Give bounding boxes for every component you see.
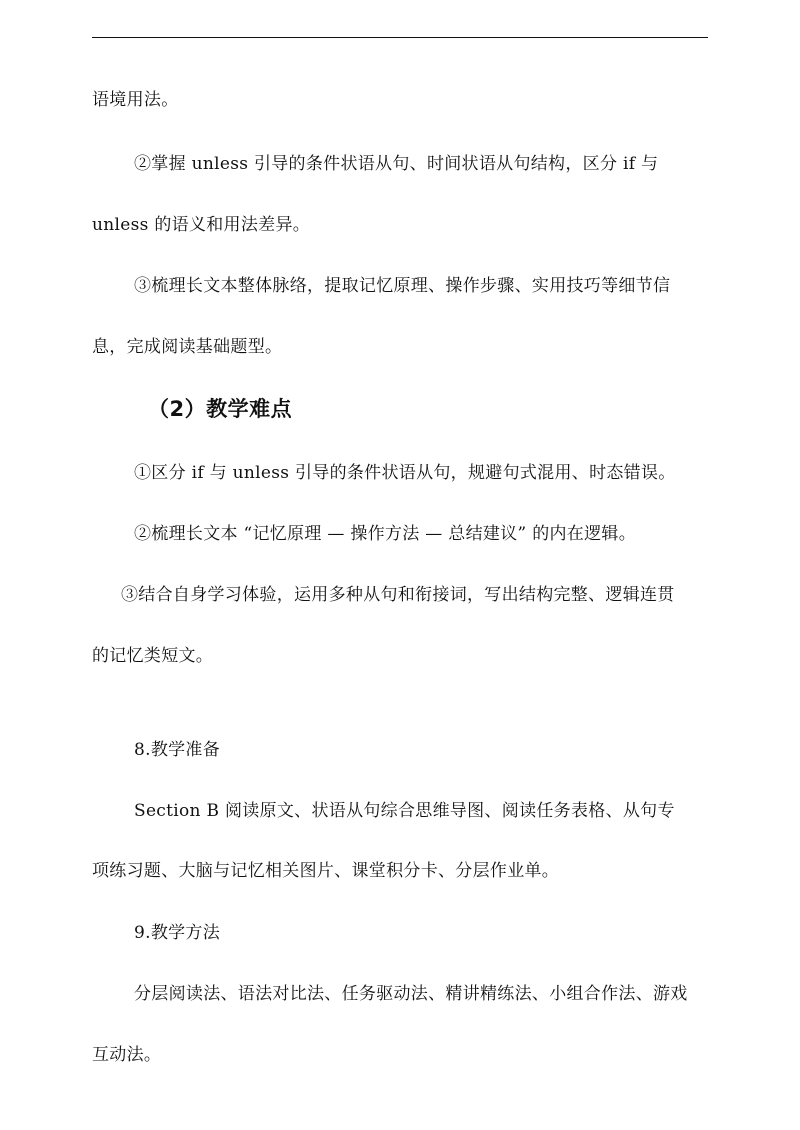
text-line: ②梳理长文本 “记忆原理 — 操作方法 — 总结建议” 的内在逻辑。 xyxy=(134,524,637,544)
text-line: 的记忆类短文。 xyxy=(92,646,214,666)
text-line: 息，完成阅读基础题型。 xyxy=(92,337,283,357)
text-line: unless 的语义和用法差异。 xyxy=(92,215,311,235)
text-line: 9.教学方法 xyxy=(134,923,221,943)
section-heading: （2）教学难点 xyxy=(148,397,293,421)
text-line: ③梳理长文本整体脉络，提取记忆原理、操作步骤、实用技巧等细节信 xyxy=(134,276,671,296)
text-line: ③结合自身学习体验，运用多种从句和衔接词，写出结构完整、逻辑连贯 xyxy=(121,585,675,605)
text-line: 互动法。 xyxy=(92,1045,162,1065)
text-line: 语境用法。 xyxy=(92,90,179,110)
text-line: 8.教学准备 xyxy=(134,740,221,760)
text-line: Section B 阅读原文、状语从句综合思维导图、阅读任务表格、从句专 xyxy=(134,801,675,821)
header-rule xyxy=(92,37,708,38)
text-line: 分层阅读法、语法对比法、任务驱动法、精讲精练法、小组合作法、游戏 xyxy=(134,984,688,1004)
text-line: ②掌握 unless 引导的条件状语从句、时间状语从句结构，区分 if 与 xyxy=(134,154,659,174)
text-line: 项练习题、大脑与记忆相关图片、课堂积分卡、分层作业单。 xyxy=(92,861,560,881)
text-line: ①区分 if 与 unless 引导的条件状语从句，规避句式混用、时态错误。 xyxy=(134,463,676,483)
